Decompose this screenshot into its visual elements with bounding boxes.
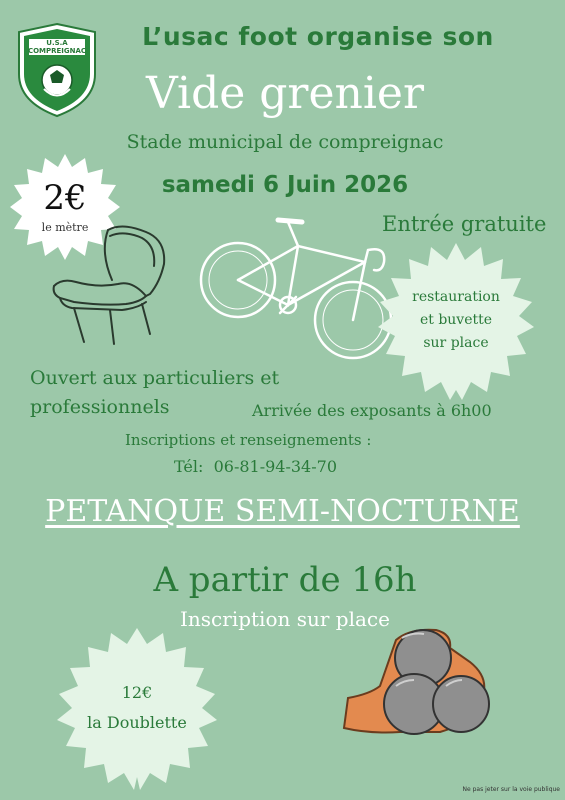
petanque-price-unit: la Doublette xyxy=(87,712,187,732)
bicycle-illustration xyxy=(198,210,403,365)
footer-note: Ne pas jeter sur la voie publique xyxy=(462,786,560,793)
petanque-time: A partir de 16h xyxy=(153,560,417,600)
phone-number: Tél: 06-81-94-34-70 xyxy=(174,457,337,476)
logo-line1: U.S.A xyxy=(46,39,68,47)
event-date: samedi 6 Juin 2026 xyxy=(161,172,409,198)
petanque-price: 12€ xyxy=(121,682,153,702)
price-amount: 2€ xyxy=(43,177,87,218)
open-to-line1: Ouvert aux particuliers et xyxy=(30,367,280,389)
food-line2: et buvette xyxy=(419,312,493,328)
food-badge xyxy=(376,240,536,400)
organizer-heading: L’usac foot organise son xyxy=(142,22,494,51)
petanque-title: PETANQUE SEMI-NOCTURNE xyxy=(45,494,520,529)
entry-info: Entrée gratuite xyxy=(382,212,547,236)
petanque-signup: Inscription sur place xyxy=(180,607,390,631)
signup-info: Inscriptions et renseignements : xyxy=(125,431,372,449)
petanque-price-badge xyxy=(52,625,222,790)
open-to-line2: professionnels xyxy=(30,396,170,418)
armchair-illustration xyxy=(50,222,180,352)
price-unit: le mètre xyxy=(41,220,89,234)
petanque-balls-illustration xyxy=(340,628,500,740)
event-title: Vide grenier xyxy=(146,68,424,119)
food-line1: restauration xyxy=(412,289,500,305)
logo-line2: COMPREIGNAC xyxy=(27,47,87,55)
food-line3: sur place xyxy=(423,335,489,351)
venue: Stade municipal de compreignac xyxy=(126,131,444,153)
exhibitor-arrival: Arrivée des exposants à 6h00 xyxy=(252,401,492,420)
